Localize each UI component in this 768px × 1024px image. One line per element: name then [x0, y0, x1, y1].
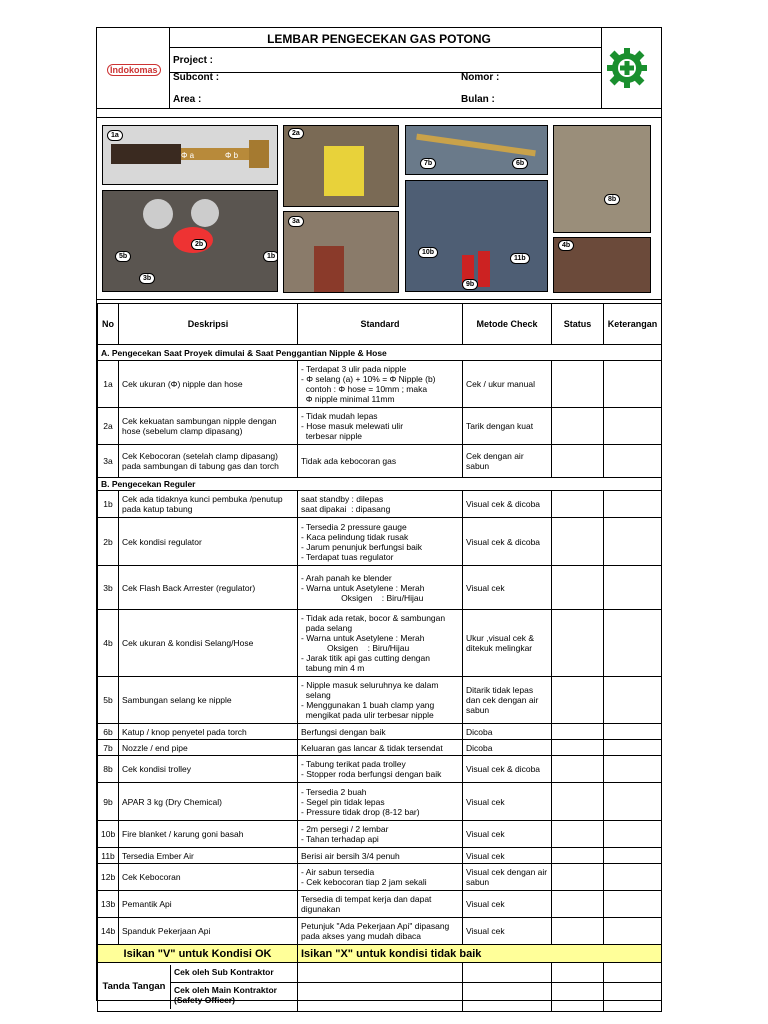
- row-no: 5b: [98, 677, 119, 724]
- photo-hose: [553, 237, 651, 293]
- checklist-table: [97, 303, 662, 1012]
- col-keterangan: Keterangan: [604, 304, 662, 345]
- row-keterangan[interactable]: [604, 918, 662, 945]
- row-standard: [298, 740, 463, 756]
- row-standard: [298, 491, 463, 518]
- row-standard: [298, 610, 463, 677]
- row-keterangan[interactable]: [604, 756, 662, 783]
- row-description: Spanduk Pekerjaan Api: [119, 918, 298, 945]
- standard-line: - Tidak mudah lepas: [301, 411, 378, 421]
- standard-line: - Segel pin tidak lepas: [301, 796, 385, 807]
- row-method: Dicoba: [463, 724, 552, 740]
- row-standard: [298, 918, 463, 945]
- standard-line: pada akses yang mudah dibaca: [301, 931, 422, 941]
- standard-line: selang: [301, 690, 331, 700]
- row-keterangan[interactable]: [604, 408, 662, 445]
- row-method: Visual cek dengan air sabun: [463, 864, 552, 891]
- row-standard: [298, 677, 463, 724]
- row-keterangan[interactable]: [604, 724, 662, 740]
- standard-line: - 2m persegi / 2 lembar: [301, 824, 389, 834]
- row-description: Sambungan selang ke nipple: [119, 677, 298, 724]
- standard-line: - Nipple masuk seluruhnya ke dalam: [301, 680, 439, 690]
- photo-tag: 8b: [604, 194, 620, 205]
- section-a-title: A. Pengecekan Saat Proyek dimulai & Saat Penggantian Nipple & Hose: [98, 345, 662, 361]
- row-description: Cek Kebocoran (setelah clamp dipasang) pada sambungan di tabung gas dan torch: [119, 445, 298, 478]
- photo-tag: 7b: [420, 158, 436, 169]
- row-standard: [298, 408, 463, 445]
- row-status[interactable]: [552, 361, 604, 408]
- sig-main-cell[interactable]: [552, 983, 604, 1012]
- row-status[interactable]: [552, 724, 604, 740]
- photo-tag: 3a: [288, 216, 304, 227]
- photo-tag: 3b: [139, 273, 155, 284]
- standard-line: terbesar nipple: [301, 431, 362, 441]
- phi-a-label: Φ a: [181, 151, 195, 160]
- row-keterangan[interactable]: [604, 610, 662, 677]
- row-description: Cek kondisi trolley: [119, 756, 298, 783]
- row-status[interactable]: [552, 864, 604, 891]
- standard-line: - Warna untuk Asetylene : Merah: [301, 633, 425, 643]
- table-row: [98, 891, 662, 918]
- row-status[interactable]: [552, 918, 604, 945]
- standard-line: Berfungsi dengan baik: [301, 726, 386, 737]
- row-method: Visual cek & dicoba: [463, 756, 552, 783]
- row-standard: [298, 891, 463, 918]
- standard-line: Keluaran gas lancar & tidak tersendat: [301, 742, 443, 753]
- sig-sub-cell[interactable]: [552, 963, 604, 983]
- legend-not-ok: Isikan "X" untuk kondisi tidak baik: [298, 945, 662, 963]
- row-status[interactable]: [552, 610, 604, 677]
- table-row: [98, 724, 662, 740]
- subcont-label: Subcont :: [173, 72, 220, 83]
- table-row: [98, 677, 662, 724]
- photo-tag: 9b: [462, 279, 478, 290]
- row-no: 7b: [98, 740, 119, 756]
- page-title: LEMBAR PENGECEKAN GAS POTONG: [267, 32, 491, 46]
- row-keterangan[interactable]: [604, 566, 662, 610]
- row-description: Cek ukuran (Φ) nipple dan hose: [119, 361, 298, 408]
- standard-line: Petunjuk "Ada Pekerjaan Api" dipasang: [301, 921, 450, 931]
- table-row: [98, 918, 662, 945]
- standard-line: contoh : Φ hose = 10mm ; maka: [301, 384, 428, 394]
- row-no: 14b: [98, 918, 119, 945]
- standard-line: - Tersedia 2 pressure gauge: [301, 521, 407, 532]
- section-a-rows: [98, 361, 662, 478]
- safety-gear-icon: [605, 46, 649, 90]
- table-row: [98, 848, 662, 864]
- sig-sub-cell[interactable]: [298, 963, 463, 983]
- table-row: [98, 491, 662, 518]
- standard-line: - Arah panah ke blender: [301, 572, 392, 583]
- row-status[interactable]: [552, 783, 604, 821]
- nomor-label: Nomor :: [461, 72, 500, 83]
- standard-line: - Terdapat tuas regulator: [301, 551, 394, 562]
- col-metode: Metode Check: [463, 304, 552, 345]
- standard-line: - Menggunakan 1 buah clamp yang: [301, 700, 435, 710]
- row-method: Visual cek & dicoba: [463, 491, 552, 518]
- col-no: No: [98, 304, 119, 345]
- row-status[interactable]: [552, 445, 604, 478]
- photo-nipple-hose: [102, 125, 278, 185]
- table-row: [98, 756, 662, 783]
- table-row: [98, 864, 662, 891]
- row-method: Tarik dengan kuat: [463, 408, 552, 445]
- row-standard: [298, 724, 463, 740]
- row-standard: [298, 848, 463, 864]
- row-status[interactable]: [552, 821, 604, 848]
- photo-regulator: [102, 190, 278, 292]
- standard-line: digunakan: [301, 904, 341, 914]
- sig-main-cell[interactable]: [604, 983, 662, 1012]
- row-status[interactable]: [552, 891, 604, 918]
- row-status[interactable]: [552, 491, 604, 518]
- standard-line: Φ nipple minimal 11mm: [301, 394, 395, 404]
- standard-line: pada selang: [301, 623, 353, 633]
- standard-line: - Warna untuk Asetylene : Merah: [301, 582, 425, 593]
- photo-tag: 2b: [191, 239, 207, 250]
- table-row: [98, 821, 662, 848]
- photo-leak-check: [283, 211, 399, 293]
- photo-tag: 10b: [418, 247, 438, 258]
- row-standard: [298, 756, 463, 783]
- row-keterangan[interactable]: [604, 740, 662, 756]
- photo-worker: [283, 125, 399, 207]
- standard-line: Oksigen : Biru/Hijau: [301, 592, 424, 603]
- row-method: Visual cek & dicoba: [463, 518, 552, 566]
- logo-text: Indokomas: [107, 64, 161, 76]
- standard-line: Oksigen : Biru/Hijau: [301, 643, 410, 653]
- row-standard: [298, 361, 463, 408]
- area-label: Area :: [173, 94, 202, 105]
- photo-cylinders: [405, 180, 548, 292]
- row-description: Fire blanket / karung goni basah: [119, 821, 298, 848]
- table-row: [98, 518, 662, 566]
- row-keterangan[interactable]: [604, 677, 662, 724]
- standard-line: Tersedia di tempat kerja dan dapat: [301, 894, 432, 904]
- row-no: 10b: [98, 821, 119, 848]
- legend-ok: Isikan "V" untuk Kondisi OK: [98, 945, 298, 963]
- row-standard: [298, 518, 463, 566]
- checklist-sheet: [96, 27, 662, 1005]
- standard-line: saat dipakai : dipasang: [301, 504, 391, 514]
- row-no: 1b: [98, 491, 119, 518]
- row-no: 2b: [98, 518, 119, 566]
- standard-line: - Tidak ada retak, bocor & sambungan: [301, 613, 446, 623]
- photo-tag: 5b: [115, 251, 131, 262]
- row-method: Visual cek: [463, 918, 552, 945]
- row-method: Visual cek: [463, 891, 552, 918]
- row-keterangan[interactable]: [604, 445, 662, 478]
- standard-line: - Tabung terikat pada trolley: [301, 759, 406, 769]
- table-row: [98, 740, 662, 756]
- row-description: Cek ada tidaknya kunci pembuka /penutup pada katup tabung: [119, 491, 298, 518]
- row-standard: [298, 821, 463, 848]
- row-no: 8b: [98, 756, 119, 783]
- row-keterangan[interactable]: [604, 891, 662, 918]
- standard-line: - Kaca pelindung tidak rusak: [301, 531, 409, 542]
- section-b-rows: [98, 491, 662, 945]
- sig-main-cell[interactable]: [298, 983, 463, 1012]
- row-standard: [298, 566, 463, 610]
- row-keterangan[interactable]: [604, 864, 662, 891]
- standard-line: - Jarak titik api gas cutting dengan: [301, 653, 430, 663]
- standard-line: - Tersedia 2 buah: [301, 786, 367, 797]
- photo-trolley: [553, 125, 651, 233]
- row-no: 6b: [98, 724, 119, 740]
- row-standard: [298, 864, 463, 891]
- standard-line: - Pressure tidak drop (8-12 bar): [301, 806, 420, 817]
- signature-sub: Cek oleh Sub Kontraktor: [171, 965, 297, 983]
- row-status[interactable]: [552, 848, 604, 864]
- photo-tag: 2a: [288, 128, 304, 139]
- company-logo: [107, 64, 161, 76]
- standard-line: tabung min 4 m: [301, 663, 365, 673]
- standard-line: - Cek kebocoran tiap 2 jam sekali: [301, 877, 427, 887]
- row-status[interactable]: [552, 677, 604, 724]
- row-method: Visual cek: [463, 566, 552, 610]
- row-description: Nozzle / end pipe: [119, 740, 298, 756]
- row-method: Cek dengan air sabun: [463, 445, 552, 478]
- table-row: [98, 361, 662, 408]
- row-status[interactable]: [552, 518, 604, 566]
- standard-line: - Tahan terhadap api: [301, 834, 379, 844]
- row-status[interactable]: [552, 566, 604, 610]
- row-status[interactable]: [552, 408, 604, 445]
- col-standard: Standard: [298, 304, 463, 345]
- standard-line: - Stopper roda berfungsi dengan baik: [301, 769, 442, 779]
- sig-sub-cell[interactable]: [604, 963, 662, 983]
- photo-tag: 1b: [263, 251, 278, 262]
- signature-main: Cek oleh Main Kontraktor (Safety Officer): [174, 985, 277, 1005]
- row-method: Dicoba: [463, 740, 552, 756]
- standard-line: Tidak ada kebocoran gas: [301, 456, 397, 466]
- signature-label: Tanda Tangan: [98, 965, 171, 1009]
- row-keterangan[interactable]: [604, 361, 662, 408]
- row-keterangan[interactable]: [604, 821, 662, 848]
- section-b-title: B. Pengecekan Reguler: [98, 478, 662, 491]
- row-method: Visual cek: [463, 783, 552, 821]
- row-no: 3a: [98, 445, 119, 478]
- row-status[interactable]: [552, 740, 604, 756]
- col-deskripsi: Deskripsi: [119, 304, 298, 345]
- row-description: Cek ukuran & kondisi Selang/Hose: [119, 610, 298, 677]
- row-method: Ukur ,visual cek & ditekuk melingkar: [463, 610, 552, 677]
- row-no: 11b: [98, 848, 119, 864]
- row-keterangan[interactable]: [604, 783, 662, 821]
- photo-torch: [405, 125, 548, 175]
- table-row: [98, 783, 662, 821]
- row-description: Cek kondisi regulator: [119, 518, 298, 566]
- phi-b-label: Φ b: [225, 151, 239, 160]
- standard-line: saat standby : dilepas: [301, 494, 384, 504]
- project-label: Project :: [173, 55, 214, 66]
- row-description: Cek Flash Back Arrester (regulator): [119, 566, 298, 610]
- row-keterangan[interactable]: [604, 518, 662, 566]
- standard-line: - Jarum penunjuk berfungsi baik: [301, 541, 422, 552]
- row-no: 2a: [98, 408, 119, 445]
- row-method: Cek / ukur manual: [463, 361, 552, 408]
- row-description: APAR 3 kg (Dry Chemical): [119, 783, 298, 821]
- row-description: Cek kekuatan sambungan nipple dengan hose (sebelum clamp dipasang): [119, 408, 298, 445]
- row-description: Tersedia Ember Air: [119, 848, 298, 864]
- table-row: [98, 566, 662, 610]
- photo-tag: 1a: [107, 130, 123, 141]
- standard-line: mengikat pada ulir terbesar nipple: [301, 710, 434, 720]
- table-row: [98, 445, 662, 478]
- row-description: Pemantik Api: [119, 891, 298, 918]
- standard-line: - Terdapat 3 ulir pada nipple: [301, 364, 407, 374]
- sig-sub-cell[interactable]: [463, 963, 552, 983]
- row-keterangan[interactable]: [604, 491, 662, 518]
- row-method: Visual cek: [463, 848, 552, 864]
- standard-line: - Hose masuk melewati ulir: [301, 421, 404, 431]
- photo-tag: 4b: [558, 240, 574, 251]
- row-description: Cek Kebocoran: [119, 864, 298, 891]
- photo-tag: 11b: [510, 253, 530, 264]
- row-no: 13b: [98, 891, 119, 918]
- row-keterangan[interactable]: [604, 848, 662, 864]
- row-no: 3b: [98, 566, 119, 610]
- row-method: Visual cek: [463, 821, 552, 848]
- row-standard: [298, 445, 463, 478]
- row-no: 12b: [98, 864, 119, 891]
- row-no: 1a: [98, 361, 119, 408]
- signature-block: [98, 963, 298, 1012]
- bulan-label: Bulan :: [461, 94, 495, 105]
- standard-line: - Φ selang (a) + 10% = Φ Nipple (b): [301, 374, 436, 384]
- sig-main-cell[interactable]: [463, 983, 552, 1012]
- standard-line: - Air sabun tersedia: [301, 867, 375, 877]
- row-method: Ditarik tidak lepas dan cek dengan air sabun: [463, 677, 552, 724]
- col-status: Status: [552, 304, 604, 345]
- row-standard: [298, 783, 463, 821]
- row-no: 9b: [98, 783, 119, 821]
- standard-line: Berisi air bersih 3/4 penuh: [301, 850, 400, 861]
- table-row: [98, 610, 662, 677]
- photo-tag: 6b: [512, 158, 528, 169]
- row-description: Katup / knop penyetel pada torch: [119, 724, 298, 740]
- row-status[interactable]: [552, 756, 604, 783]
- table-row: [98, 408, 662, 445]
- row-no: 4b: [98, 610, 119, 677]
